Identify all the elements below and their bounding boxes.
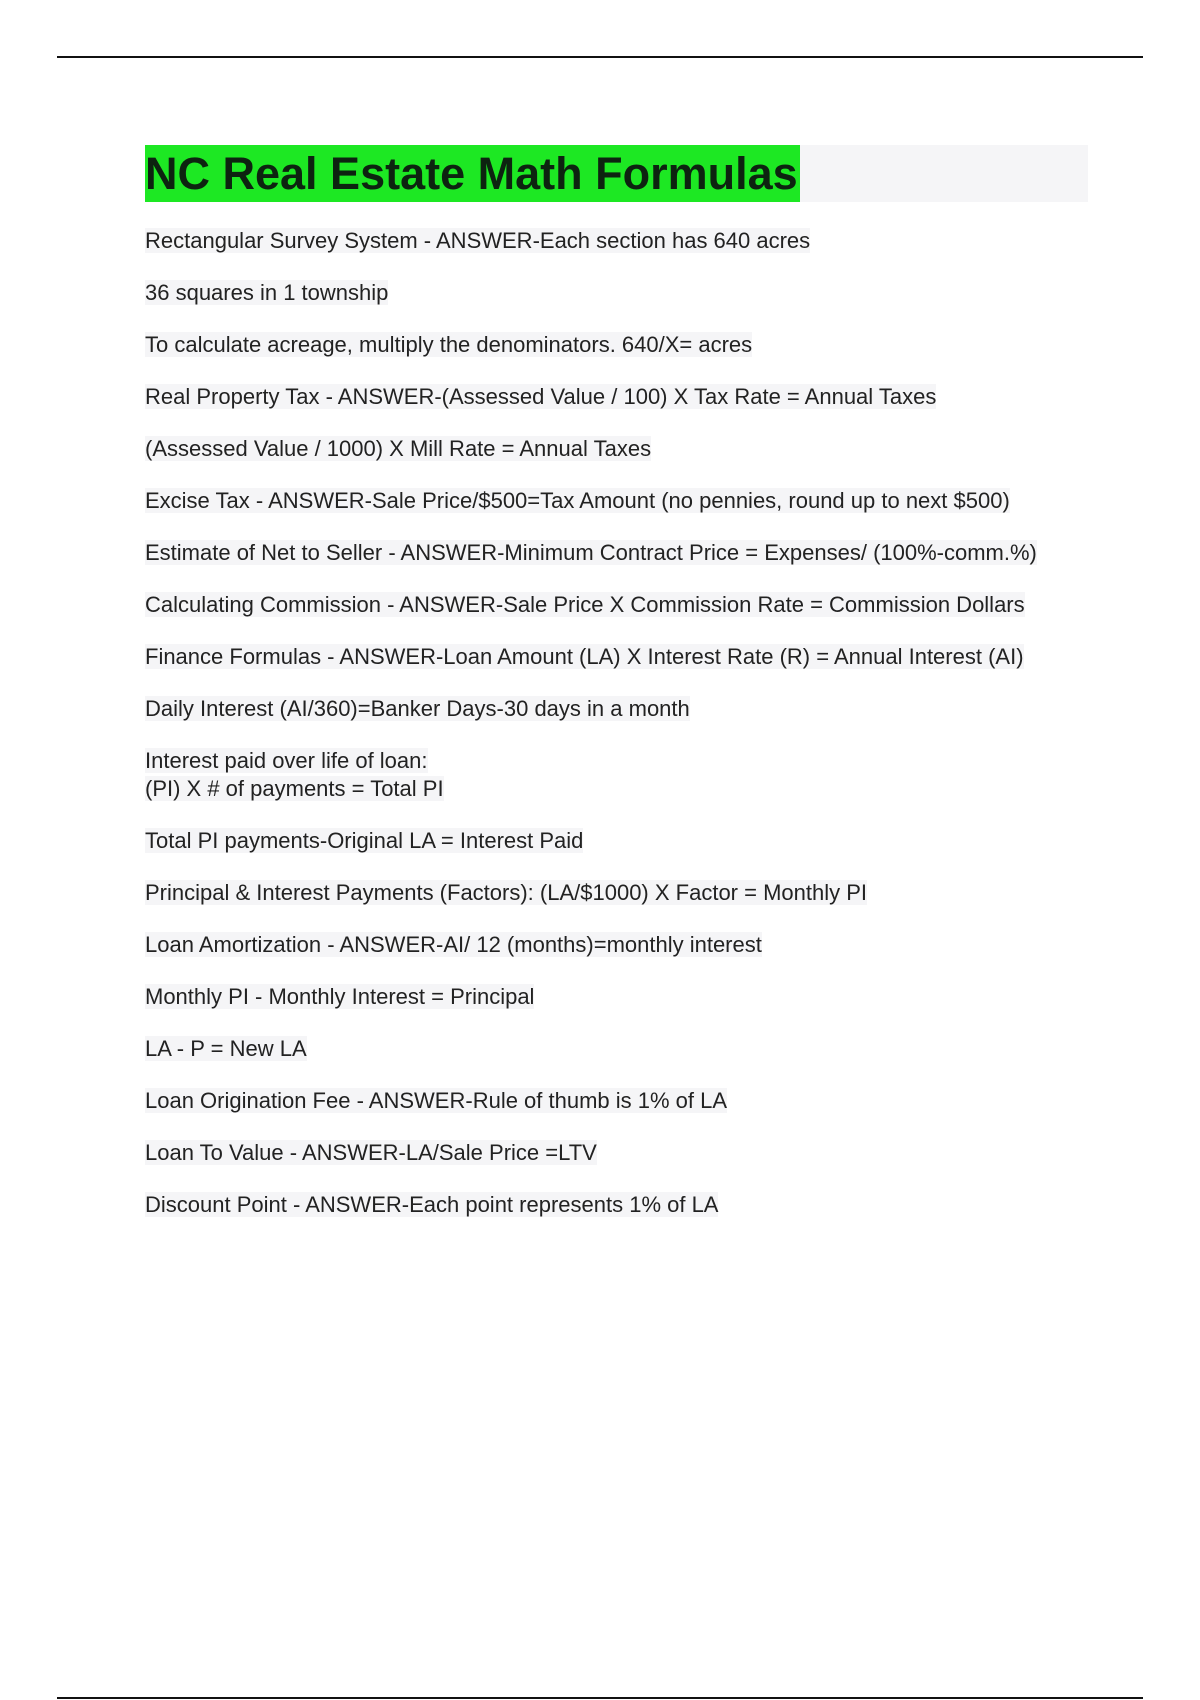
entry-pi-factors: Principal & Interest Payments (Factors): (LA/$1000) X Factor = Monthly PI [145,880,868,905]
page-title: NC Real Estate Math Formulas [145,145,800,202]
top-rule [57,56,1143,58]
entry-origination-fee: Loan Origination Fee - ANSWER-Rule of thumb is 1% of LA [145,1088,728,1113]
entry-acreage: To calculate acreage, multiply the denominators. 640/X= acres [145,332,753,357]
document-body [145,145,1088,1243]
entry-real-property-tax: Real Property Tax - ANSWER-(Assessed Value / 100) X Tax Rate = Annual Taxes [145,384,937,409]
title-bar [145,145,1088,202]
entry-discount-point: Discount Point - ANSWER-Each point represents 1% of LA [145,1192,719,1217]
entry-mill-rate: (Assessed Value / 1000) X Mill Rate = Annual Taxes [145,436,652,461]
entry-new-la: LA - P = New LA [145,1036,307,1061]
entry-net-to-seller: Estimate of Net to Seller - ANSWER-Minimum Contract Price = Expenses/ (100%-comm.%) [145,540,1037,565]
entry-squares-township: 36 squares in 1 township [145,280,389,305]
entry-commission: Calculating Commission - ANSWER-Sale Price X Commission Rate = Commission Dollars [145,592,1025,617]
entry-interest-life-of-loan: Interest paid over life of loan: (PI) X # of payments = Total PI [145,748,444,801]
entry-rectangular-survey: Rectangular Survey System - ANSWER-Each section has 640 acres [145,228,811,253]
entry-daily-interest: Daily Interest (AI/360)=Banker Days-30 days in a month [145,696,690,721]
entry-excise-tax: Excise Tax - ANSWER-Sale Price/$500=Tax Amount (no pennies, round up to next $500) [145,488,1010,513]
entry-loan-amortization: Loan Amortization - ANSWER-AI/ 12 (months)=monthly interest [145,932,762,957]
entry-principal: Monthly PI - Monthly Interest = Principal [145,984,535,1009]
bottom-rule [57,1697,1143,1699]
entry-interest-paid: Total PI payments-Original LA = Interest Paid [145,828,584,853]
entry-finance-formulas: Finance Formulas - ANSWER-Loan Amount (LA) X Interest Rate (R) = Annual Interest (AI) [145,644,1024,669]
entry-loan-to-value: Loan To Value - ANSWER-LA/Sale Price =LTV [145,1140,597,1165]
